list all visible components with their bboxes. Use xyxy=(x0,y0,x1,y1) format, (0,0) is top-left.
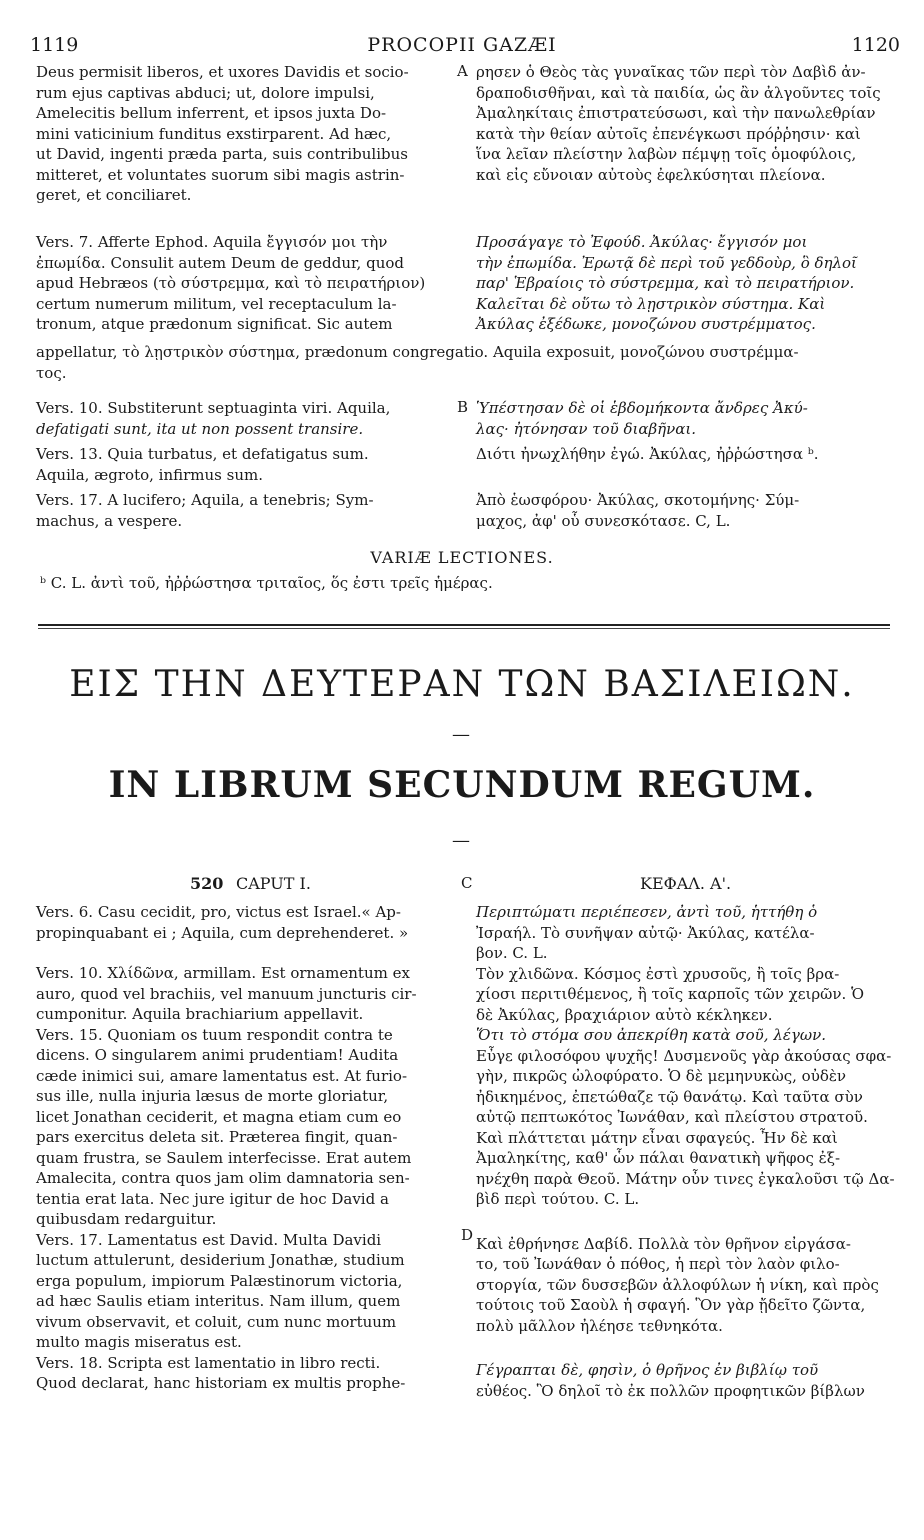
text-line: Τὸν χλιδῶνα. Κόσμος ἐστὶ χρυσοῦς, ἢ τοῖς βρα- xyxy=(476,964,840,983)
text-line: τος. xyxy=(36,363,67,382)
text-line: δραποδισθῆναι, καὶ τὰ παιδία, ὡς ἂν ἀλγοῦντες τοῖς xyxy=(476,83,881,102)
text-line: Aquila, ægroto, infirmus sum. xyxy=(36,465,263,484)
text-line: Amelecitis bellum inferrent, et ipsos juxta Do- xyxy=(36,104,387,122)
text-line: Ἀμαληκίτης, καθ' ὧν πάλαι θανατικὴ ψῆφος ἐξ- xyxy=(476,1149,841,1167)
v13-greek-block xyxy=(476,444,896,465)
latin-book-title: IN LIBRUM SECUNDUM REGUM. xyxy=(108,764,816,806)
text-line: mitteret, et voluntates suorum sibi magis astrin- xyxy=(36,165,405,184)
v7-greek-block xyxy=(476,232,896,335)
text-line: propinquabant ei ; Aquila, cum deprehenderet. » xyxy=(36,923,409,942)
text-line: Γέγραπται δὲ, φησὶν, ὁ θρῆνος ἐν βιβλίῳ τοῦ xyxy=(476,1361,819,1379)
text-line: rum ejus captivas abduci; ut, dolore impulsi, xyxy=(36,83,375,102)
text-line: mini vaticinium funditus exstirparent. Ad hæc, xyxy=(36,124,392,143)
text-line: ρησεν ὁ Θεὸς τὰς γυναῖκας τῶν περὶ τὸν Δαβὶδ ἀν- xyxy=(476,63,866,81)
right-page-number: 1120 xyxy=(851,34,900,56)
text-line: ἵνα λεῖαν πλείστην λαβὼν πέμψῃ τοῖς ὁμοφύλοις, xyxy=(476,145,857,163)
margin-letter-d: D xyxy=(461,1226,474,1244)
text-line: Ὅτι τὸ στόμα σου ἀπεκρίθη κατὰ σοῦ, λέγων. xyxy=(476,1026,826,1044)
text-line xyxy=(476,1210,896,1234)
v13-latin-block xyxy=(36,444,454,485)
text-line: Vers. 17. Lamentatus est David. Multa Davidi xyxy=(36,1230,382,1249)
text-line: Περιπτώματι περιέπεσεν, ἀντὶ τοῦ, ἡττήθη ὁ xyxy=(476,903,818,921)
text-line: εὐθέος. Ὃ δηλοῖ τὸ ἐκ πολλῶν προφητικῶν βίβλων xyxy=(476,1381,865,1400)
text-line: βον. C. L. xyxy=(476,944,548,962)
caput-latin-heading: CAPUT I. xyxy=(236,874,311,893)
text-line: χίοσι περιτιθέμενος, ἢ τοῖς καρποῖς τῶν χειρῶν. Ὁ xyxy=(476,985,864,1003)
text-line: ἠδικημένος, ἐπετώθαζε τῷ θανάτῳ. Καὶ ταῦτα σὺν xyxy=(476,1087,863,1106)
text-line: dicens. O singularem animi prudentiam! Audita xyxy=(36,1046,399,1064)
v10-latin-block xyxy=(36,398,454,439)
text-line: cumponitur. Aquila brachiarium appellavit. xyxy=(36,1005,364,1023)
text-line: Ἀπὸ ἑωσφόρου· Ἀκύλας, σκοτομήνης· Σύμ- xyxy=(476,491,800,509)
text-line: μαχος, ἀφ' οὗ συνεσκότασε. C, L. xyxy=(476,511,731,530)
variae-lectiones-note: ᵇ C. L. ἀντὶ τοῦ, ἠῤῥώστησα τριταῖος, ὅς ἐστι τρεῖς ἡμέρας. xyxy=(40,574,493,592)
text-line: ἐπωμίδα. Consulit autem Deum de geddur, quod xyxy=(36,253,404,272)
text-line: ηνέχθη παρὰ Θεοῦ. Μάτην οὖν τινες ἐγκαλοῦσι τῷ Δα- xyxy=(476,1169,895,1188)
text-line: pars exercitus deleta sit. Præterea fingit, quan- xyxy=(36,1128,398,1146)
text-line: Vers. 7. Afferte Ephod. Aquila ἔγγισόν μοι τὴν xyxy=(36,233,388,251)
margin-letter-a: A xyxy=(457,62,468,80)
text-line: καὶ εἰς εὔνοιαν αὐτοὺς ἐφελκύσηται πλείονα. xyxy=(476,165,826,184)
text-line: multo magis miseratus est. xyxy=(36,1333,242,1351)
text-line: δὲ Ἀκύλας, βραχιάριον αὐτὸ κέκληκεν. xyxy=(476,1005,773,1024)
text-line: Vers. 17. A lucifero; Aquila, a tenebris; Sym- xyxy=(36,491,374,509)
title-separator: — xyxy=(452,724,470,745)
text-line: Vers. 15. Quoniam os tuum respondit contra te xyxy=(36,1025,393,1044)
top-greek-block xyxy=(476,62,896,185)
text-line xyxy=(36,943,454,963)
v17-latin-block xyxy=(36,490,454,531)
v7-latin-block xyxy=(36,232,454,335)
text-line: Ἀκύλας ἐξέδωκε, μονοζώνου συστρέμματος. xyxy=(476,315,816,333)
text-line: αὐτῷ πεπτωκότος Ἰωνάθαν, καὶ πλείστου στρατοῦ. xyxy=(476,1108,868,1126)
text-line: λας· ἠτόνησαν τοῦ διαβῆναι. xyxy=(476,419,697,438)
section-divider xyxy=(38,624,890,626)
column-number: 520 xyxy=(190,874,224,893)
text-line: auro, quod vel brachiis, vel manuum juncturis cir- xyxy=(36,984,417,1003)
text-line: Ὑπέστησαν δὲ οἱ ἑβδομήκοντα ἄνδρες Ἀκύ- xyxy=(476,399,808,417)
text-line: quibusdam redarguitur. xyxy=(36,1210,217,1228)
text-line: Εὖγε φιλοσόφου ψυχῆς! Δυσμενοῦς γὰρ ἀκούσας σφα- xyxy=(476,1046,892,1065)
running-title: PROCOPII GAZÆI xyxy=(367,34,557,56)
text-line xyxy=(476,1336,896,1360)
text-line: Διότι ἠνωχλήθην ἐγώ. Ἀκύλας, ἠῤῥώστησα ᵇ. xyxy=(476,445,819,463)
text-line: geret, et conciliaret. xyxy=(36,186,192,204)
text-line: vivum observavit, et coluit, cum nunc mortuum xyxy=(36,1312,397,1331)
text-line: τὴν ἐπωμίδα. Ἐρωτᾷ δὲ περὶ τοῦ γεδδοὺρ, ὃ δηλοῖ xyxy=(476,253,857,272)
text-line: apud Hebræos (τὸ σύστρεμμα, καὶ τὸ πειρατήριον) xyxy=(36,274,426,292)
margin-letter-c: C xyxy=(461,874,473,892)
text-line: Vers. 18. Scripta est lamentatio in libro recti. xyxy=(36,1353,381,1372)
text-line: γὴν, πικρῶς ὠλοφύρατο. Ὁ δὲ μεμηνυκὼς, οὐδὲν xyxy=(476,1067,847,1085)
variae-lectiones-heading: VARIÆ LECTIONES. xyxy=(370,548,554,567)
text-line: Vers. 13. Quia turbatus, et defatigatus sum. xyxy=(36,445,369,463)
text-line: quam frustra, se Saulem interfecisse. Erat autem xyxy=(36,1148,412,1167)
v10-greek-block xyxy=(476,398,896,439)
text-line: luctum attulerunt, desiderium Jonathæ, studium xyxy=(36,1251,405,1269)
lower-latin-column xyxy=(36,902,454,1394)
text-line: Quod declarat, hanc historiam ex multis prophe- xyxy=(36,1374,406,1392)
text-line: Προσάγαγε τὸ Ἐφούδ. Ἀκύλας· ἔγγισόν μοι xyxy=(476,233,808,251)
text-line: το, τοῦ Ἰωνάθαν ὁ πόθος, ἡ περὶ τὸν λαὸν φιλο- xyxy=(476,1255,840,1273)
text-line: Vers. 6. Casu cecidit, pro, victus est Israel.« Ap- xyxy=(36,903,401,921)
v17-greek-block xyxy=(476,490,896,531)
text-line: tronum, atque prædonum significat. Sic autem xyxy=(36,315,393,333)
text-line: Καὶ ἐθρήνησε Δαβίδ. Πολλὰ τὸν θρῆνον εἰργάσα- xyxy=(476,1234,851,1253)
text-line: certum numerum militum, vel receptaculum la- xyxy=(36,294,397,313)
text-line: πολὺ μᾶλλον ἠλέησε τεθνηκότα. xyxy=(476,1316,723,1335)
text-line: ut David, ingenti præda parta, suis contribulibus xyxy=(36,145,408,163)
lower-greek-column xyxy=(476,902,896,1401)
text-line: Ἀμαληκίταις ἐπιστρατεύσωσι, καὶ τὴν πανωλεθρίαν xyxy=(476,104,876,122)
text-line: ad hæc Saulis etiam interitus. Nam illum, quem xyxy=(36,1292,401,1310)
text-line: licet Jonathan ceciderit, et magna etiam cum eo xyxy=(36,1107,402,1126)
top-latin-block xyxy=(36,62,454,206)
margin-letter-b: B xyxy=(457,398,469,416)
text-line: tentia erat lata. Nec jure igitur de hoc David a xyxy=(36,1189,389,1208)
text-line: Amalecita, contra quos jam olim damnatoria sen- xyxy=(36,1169,410,1187)
text-line: cæde inimici sui, amare lamentatus est. At furio- xyxy=(36,1066,408,1085)
text-line: Ἰσραήλ. Τὸ συνῆψαν αὐτῷ· Ἀκύλας, κατέλα- xyxy=(476,923,815,942)
text-line: τούτοις τοῦ Σαοὺλ ἡ σφαγή. Ὃν γὰρ ᾔδεῖτο ζῶντα, xyxy=(476,1296,866,1314)
section-divider-thin xyxy=(38,628,890,629)
v7-wide-block xyxy=(36,342,896,383)
text-line: defatigati sunt, ita ut non possent transire. xyxy=(36,419,364,438)
text-line: machus, a vespere. xyxy=(36,511,183,530)
text-line: Deus permisit liberos, et uxores Davidis et socio- xyxy=(36,63,409,81)
text-line: Καὶ πλάττεται μάτην εἶναι σφαγεύς. Ἦν δὲ καὶ xyxy=(476,1128,838,1147)
text-line: κατὰ τὴν θείαν αὐτοῖς ἐπενέγκωσι πρόῤῥησιν· καὶ xyxy=(476,124,861,143)
text-line: sus ille, nulla injuria læsus de morte gloriatur, xyxy=(36,1087,389,1105)
caput-greek-heading: ΚΕΦΑΛ. Α'. xyxy=(640,874,732,893)
text-line: Vers. 10. Χλίδῶνα, armillam. Est ornamentum ex xyxy=(36,964,410,982)
greek-book-title: ΕΙΣ ΤΗΝ ΔΕΥΤΕΡΑΝ ΤΩΝ ΒΑΣΙΛΕΙΩΝ. xyxy=(69,664,855,705)
text-line: appellatur, τὸ λῃστρικὸν σύστημα, prædonum congregatio. Aquila exposuit, μονοζώνου συστρέμμα- xyxy=(36,343,799,361)
left-page-number: 1119 xyxy=(30,34,79,56)
text-line: Vers. 10. Substiterunt septuaginta viri. Aquila, xyxy=(36,399,391,417)
text-line: erga populum, impiorum Palæstinorum victoria, xyxy=(36,1271,403,1290)
text-line: παρ' Ἑβραίοις τὸ σύστρεμμα, καὶ τὸ πειρατήριον. xyxy=(476,274,855,292)
text-line: στοργία, τῶν δυσσεβῶν ἀλλοφύλων ἡ νίκη, καὶ πρὸς xyxy=(476,1275,879,1294)
title-separator: — xyxy=(452,830,470,851)
text-line: Καλεῖται δὲ οὕτω τὸ λῃστρικὸν σύστημα. Καὶ xyxy=(476,294,826,313)
text-line: βὶδ περὶ τούτου. C. L. xyxy=(476,1190,640,1208)
